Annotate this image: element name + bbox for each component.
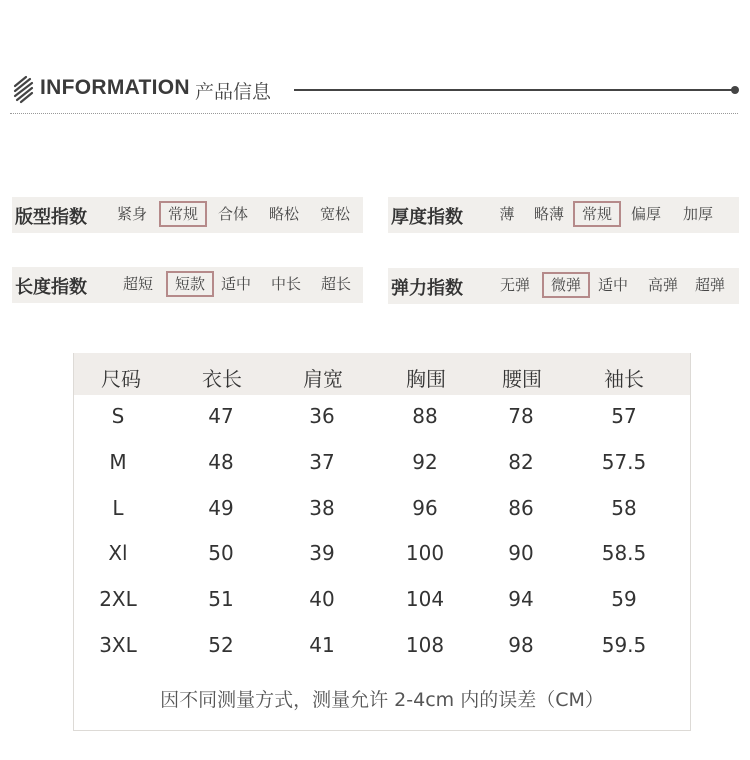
cell-size: 3XL: [99, 633, 137, 657]
header-divider-line: [294, 89, 734, 91]
col-header-chest: 胸围: [406, 367, 446, 391]
cell-sleeve: 57: [611, 404, 637, 428]
cell-chest: 108: [405, 633, 445, 657]
cell-shoulder: 40: [309, 587, 335, 611]
cell-size: M: [109, 450, 127, 474]
cell-sleeve: 59.5: [601, 633, 647, 657]
cell-sleeve: 58: [611, 496, 637, 520]
thickness-option-regular: 常规: [573, 201, 621, 227]
col-header-length: 衣长: [202, 367, 242, 391]
cell-shoulder: 36: [309, 404, 335, 428]
col-header-shoulder: 肩宽: [303, 367, 343, 391]
info-title-en: INFORMATION: [40, 76, 190, 99]
thickness-option-slightly-thick: 偏厚: [630, 205, 661, 223]
measurement-note: 因不同测量方式，测量允许 2-4cm 内的误差（CM）: [160, 689, 604, 711]
length-index-bar: [12, 267, 363, 303]
cell-length: 50: [208, 541, 234, 565]
fit-option-regular: 常规: [159, 201, 207, 227]
cell-waist: 82: [508, 450, 534, 474]
header-divider-dot: [731, 86, 739, 94]
elasticity-option-none: 无弹: [499, 276, 530, 294]
cell-shoulder: 38: [309, 496, 335, 520]
cell-size: S: [111, 404, 125, 428]
length-option-very-short: 超短: [122, 275, 153, 293]
cell-sleeve: 59: [611, 587, 637, 611]
elasticity-option-medium: 适中: [597, 276, 628, 294]
cell-waist: 86: [508, 496, 534, 520]
cell-length: 52: [208, 633, 234, 657]
cell-waist: 98: [508, 633, 534, 657]
cell-size: L: [112, 496, 124, 520]
section-header: [12, 72, 740, 108]
length-index-label: 长度指数: [15, 277, 87, 298]
length-option-short: 短款: [166, 271, 214, 297]
cell-size: 2XL: [99, 587, 137, 611]
cell-shoulder: 39: [309, 541, 335, 565]
length-option-very-long: 超长: [320, 275, 351, 293]
cell-shoulder: 41: [309, 633, 335, 657]
dotted-divider: [10, 113, 738, 114]
cell-sleeve: 58.5: [601, 541, 647, 565]
cell-waist: 94: [508, 587, 534, 611]
elasticity-option-slight: 微弹: [542, 272, 590, 298]
cell-chest: 104: [405, 587, 445, 611]
fit-option-fitted: 合体: [217, 205, 248, 223]
cell-chest: 100: [405, 541, 445, 565]
stripes-icon: [12, 74, 36, 104]
cell-waist: 78: [508, 404, 534, 428]
elasticity-option-high: 高弹: [647, 276, 678, 294]
cell-size: Xl: [108, 541, 128, 565]
cell-waist: 90: [508, 541, 534, 565]
thickness-index-bar: [388, 197, 739, 233]
col-header-size: 尺码: [101, 367, 141, 391]
cell-chest: 92: [412, 450, 438, 474]
fit-option-loose: 宽松: [319, 205, 350, 223]
info-title-cn: 产品信息: [195, 81, 272, 103]
size-table-header: [74, 353, 690, 395]
fit-index-bar: [12, 197, 363, 233]
cell-length: 51: [208, 587, 234, 611]
fit-index-label: 版型指数: [15, 207, 87, 228]
cell-shoulder: 37: [309, 450, 335, 474]
thickness-option-slightly-thin: 略薄: [533, 205, 564, 223]
elasticity-index-bar: [388, 268, 739, 304]
cell-chest: 96: [412, 496, 438, 520]
col-header-sleeve: 袖长: [604, 367, 644, 391]
length-option-mid-long: 中长: [270, 275, 301, 293]
thickness-index-label: 厚度指数: [391, 207, 463, 228]
cell-chest: 88: [412, 404, 438, 428]
size-table: [73, 353, 691, 731]
cell-length: 48: [208, 450, 234, 474]
cell-sleeve: 57.5: [601, 450, 647, 474]
fit-option-slightly-loose: 略松: [268, 205, 299, 223]
fit-option-tight: 紧身: [116, 205, 147, 223]
col-header-waist: 腰围: [502, 367, 542, 391]
thickness-option-thick: 加厚: [682, 205, 713, 223]
length-option-medium: 适中: [220, 275, 251, 293]
elasticity-index-label: 弹力指数: [391, 278, 463, 299]
cell-length: 49: [208, 496, 234, 520]
cell-length: 47: [208, 404, 234, 428]
elasticity-option-super: 超弹: [694, 276, 725, 294]
thickness-option-thin: 薄: [499, 205, 515, 223]
